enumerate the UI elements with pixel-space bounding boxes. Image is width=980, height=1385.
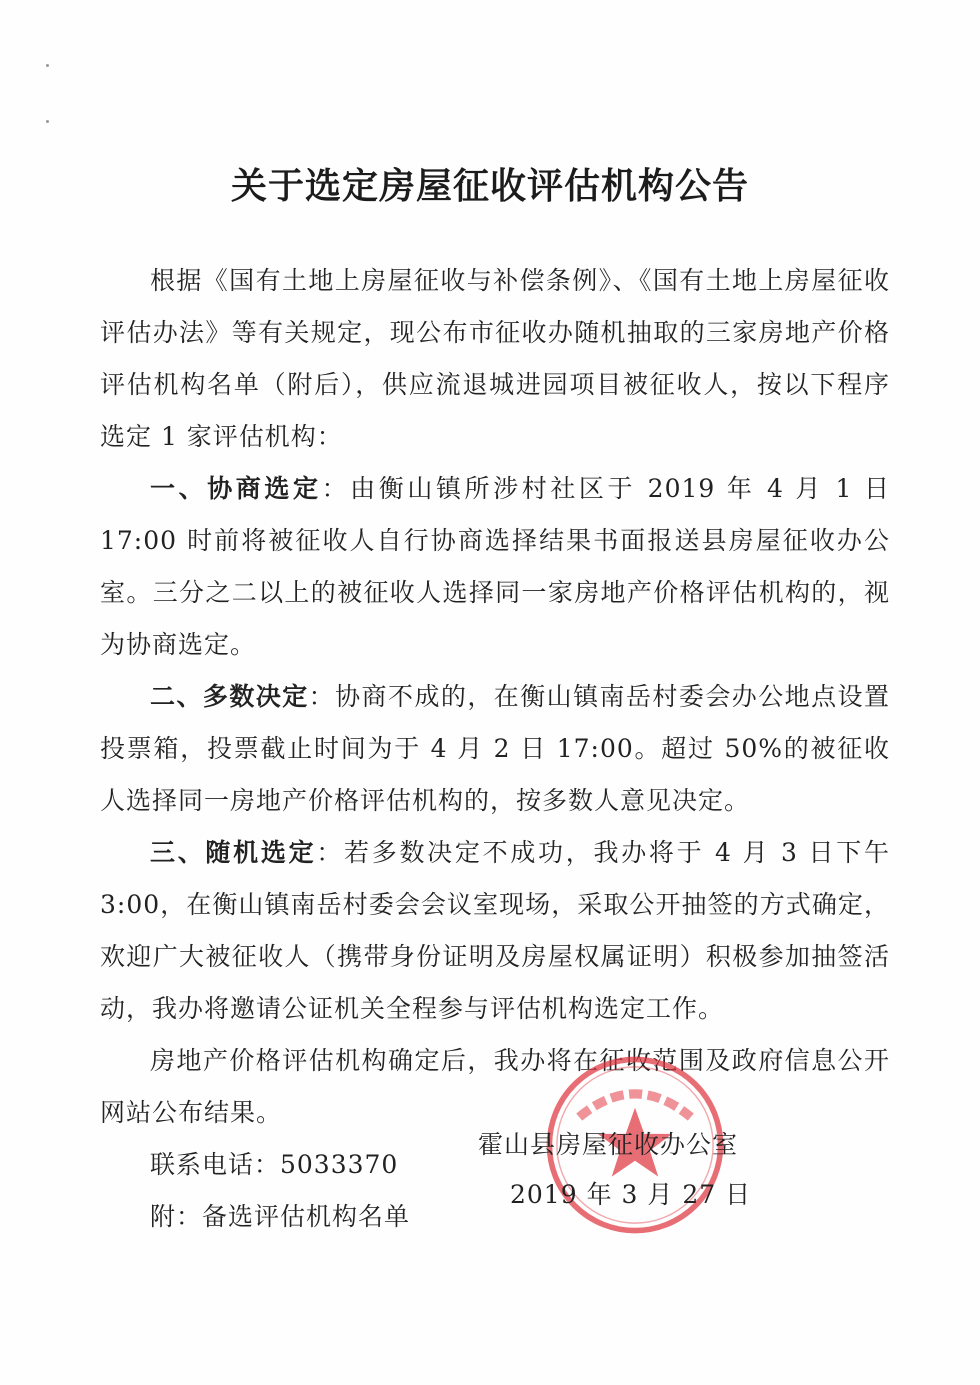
section-1-text: ：由衡山镇所涉村社区于 2019 年 4 月 1 日 17:00 时前将被征收人自行协商选择结果书面报送县房屋征收办公室。三分之二以上的被征收人选择同一家房地产价格评估机构的，视为协商选定。 [100, 474, 890, 659]
signature-date: 2019 年 3 月 27 日 [510, 1180, 752, 1209]
document-body [100, 255, 890, 1243]
attachment-note: 附：备选评估机构名单 [150, 1202, 411, 1231]
document-title: 关于选定房屋征收评估机构公告 [230, 166, 749, 207]
section-3-paragraph [100, 827, 890, 1035]
section-3-text: ：若多数决定不成功，我办将于 4 月 3 日下午 3:00，在衡山镇南岳村委会会议室现场，采取公开抽签的方式确定，欢迎广大被征收人（携带身份证明及房屋权属证明）积极参加抽签活动，我办将邀请公证机关全程参与评估机构选定工作。 [100, 838, 890, 1023]
scan-speck [46, 120, 49, 123]
section-2-text: ：协商不成的，在衡山镇南岳村委会办公地点设置投票箱，投票截止时间为于 4 月 2 日 17:00。超过 50%的被征收人选择同一房地产价格评估机构的，按多数人意见决定。 [100, 682, 890, 815]
signature-block [478, 1120, 808, 1220]
section-1-heading: 一、协商选定 [150, 474, 322, 503]
signature-organization: 霍山县房屋征收办公室 [478, 1130, 739, 1159]
contact-phone: 联系电话：5033370 [150, 1150, 399, 1179]
section-2-heading: 二、多数决定 [150, 682, 309, 711]
section-2-paragraph [100, 671, 890, 827]
section-1-paragraph [100, 463, 890, 671]
scan-speck [46, 64, 49, 67]
intro-paragraph: 根据《国有土地上房屋征收与补偿条例》、《国有土地上房屋征收评估办法》等有关规定，现公布市征收办随机抽取的三家房地产价格评估机构名单（附后），供应流退城进园项目被征收人，按以下程序选定 1 家评估机构： [100, 266, 890, 451]
closing-paragraph: 房地产价格评估机构确定后，我办将在征收范围及政府信息公开网站公布结果。 [100, 1046, 890, 1127]
section-3-heading: 三、随机选定 [150, 838, 317, 867]
